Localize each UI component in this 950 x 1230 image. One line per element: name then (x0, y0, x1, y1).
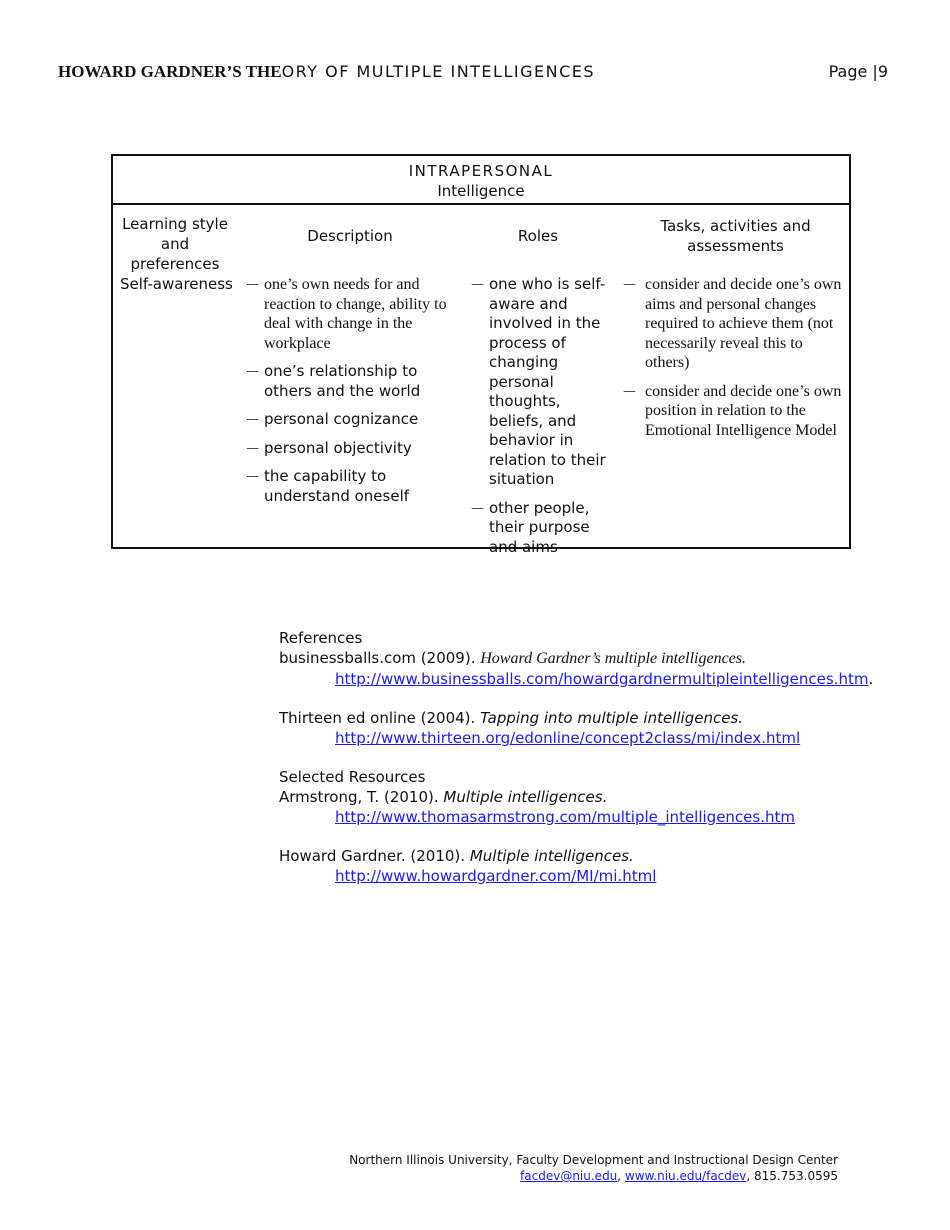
resource-link-row (279, 807, 859, 827)
table-title-sub: Intelligence (437, 182, 525, 200)
reference-link-row (279, 728, 859, 748)
footer-institution: Northern Illinois University, Faculty Development and Instructional Design Center (349, 1153, 838, 1167)
reference-link[interactable]: http://www.businessballs.com/howardgardnermultipleintelligences.htm (335, 670, 869, 688)
table-title (113, 156, 849, 205)
references-heading: References (279, 629, 363, 647)
footer-website-link[interactable]: www.niu.edu/facdev (624, 1169, 747, 1183)
intelligence-table (111, 154, 851, 556)
resource-link[interactable]: http://www.thomasarmstrong.com/multiple_intelligences.htm (335, 808, 795, 826)
column-header-learning-style: Learning style and preferences (122, 215, 228, 273)
reference-link[interactable]: http://www.thirteen.org/edonline/concept2class/mi/index.html (335, 729, 801, 747)
page-header (58, 62, 888, 86)
column-header-tasks: Tasks, activities and assessments (660, 217, 811, 255)
resource-entry: Armstrong, T. (2010). Multiple intelligences. (279, 788, 608, 806)
resource-entry: Howard Gardner. (2010). Multiple intelligences. (279, 847, 634, 865)
resource-link[interactable]: http://www.howardgardner.com/MI/mi.html (335, 867, 657, 885)
resources-heading: Selected Resources (279, 768, 426, 786)
header-title-rest: ORY OF MULTIPLE INTELLIGENCES (281, 62, 595, 81)
header-title-bold: HOWARD GARDNER’S THE (58, 62, 282, 81)
list-item: — one who is self-aware and involved in the process of changing personal thoughts, beliefs, and behavior in relation to their situation (471, 275, 611, 490)
list-item: — personal objectivity (246, 439, 458, 459)
reference-link-row: http://www.businessballs.com/howardgardnermultipleintelligences.htm. (335, 670, 874, 688)
list-item: — consider and decide one’s own aims and personal changes required to achieve them (not necessarily reveal this to others) (623, 275, 845, 373)
description-cell (246, 275, 458, 515)
page-footer (349, 1152, 838, 1184)
row-label-self-awareness: Self-awareness (120, 275, 233, 293)
tasks-cell (623, 275, 845, 449)
list-item: — consider and decide one’s own position in relation to the Emotional Intelligence Model (623, 382, 845, 441)
references-section (279, 628, 874, 886)
list-item: — personal cognizance (246, 410, 458, 430)
roles-cell (471, 275, 611, 566)
list-item: — other people, their purpose and aims (471, 499, 611, 558)
page-number: Page |9 (828, 62, 888, 81)
resource-link-row (279, 866, 859, 886)
column-header-roles: Roles (517, 227, 559, 245)
table-title-main: INTRAPERSONAL (408, 162, 554, 180)
column-header-description: Description (307, 227, 393, 245)
list-item: — the capability to understand oneself (246, 467, 458, 506)
list-item: — one’s own needs for and reaction to change, ability to deal with change in the workplace (246, 275, 458, 353)
reference-entry: businessballs.com (2009). Howard Gardner’s multiple intelligences. (279, 649, 747, 667)
reference-entry: Thirteen ed online (2004). Tapping into multiple intelligences. (279, 709, 744, 727)
list-item: — one’s relationship to others and the world (246, 362, 458, 401)
footer-contact: facdev@niu.edu, www.niu.edu/facdev, 815.753.0595 (520, 1169, 838, 1183)
footer-email-link[interactable]: facdev@niu.edu (520, 1169, 618, 1183)
